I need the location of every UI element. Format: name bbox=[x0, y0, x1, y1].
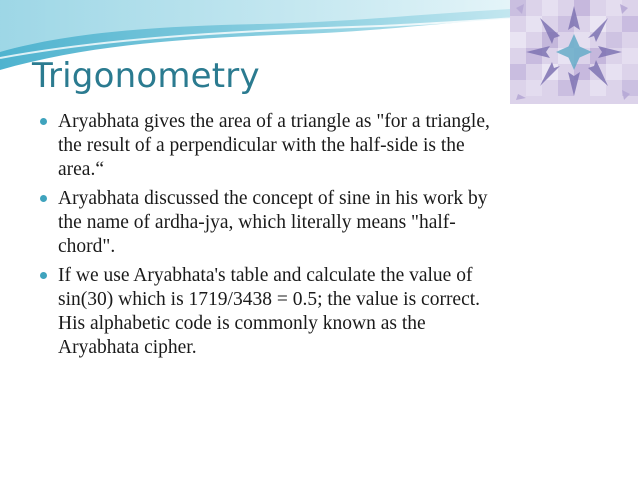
bullet-line: sin(30) which is 1719/3438 = 0.5; the value is correct. bbox=[58, 289, 481, 310]
bullet-line: Aryabhata discussed the concept of sine in his work by bbox=[58, 188, 488, 209]
bullet-dot-icon bbox=[40, 272, 47, 279]
bullet-dot-icon bbox=[40, 118, 47, 125]
bullet-line: Aryabhata gives the area of a triangle as "for a triangle, bbox=[58, 111, 490, 132]
bullet-line: If we use Aryabhata's table and calculate the value of bbox=[58, 265, 473, 286]
bullet-list bbox=[40, 110, 600, 365]
bullet-line: area.“ bbox=[58, 159, 104, 180]
bullet-line: His alphabetic code is commonly known as the bbox=[58, 313, 426, 334]
bullet-item bbox=[40, 110, 600, 182]
bullet-item bbox=[40, 187, 600, 259]
bullet-dot-icon bbox=[40, 195, 47, 202]
bullet-line: Aryabhata cipher. bbox=[58, 337, 197, 358]
slide-title: Trigonometry bbox=[32, 56, 260, 96]
bullet-line: chord". bbox=[58, 236, 116, 257]
quilt-pattern-decoration bbox=[510, 0, 638, 104]
bullet-item bbox=[40, 264, 600, 360]
bullet-line: the name of ardha-jya, which literally means "half- bbox=[58, 212, 456, 233]
bullet-line: the result of a perpendicular with the half-side is the bbox=[58, 135, 465, 156]
